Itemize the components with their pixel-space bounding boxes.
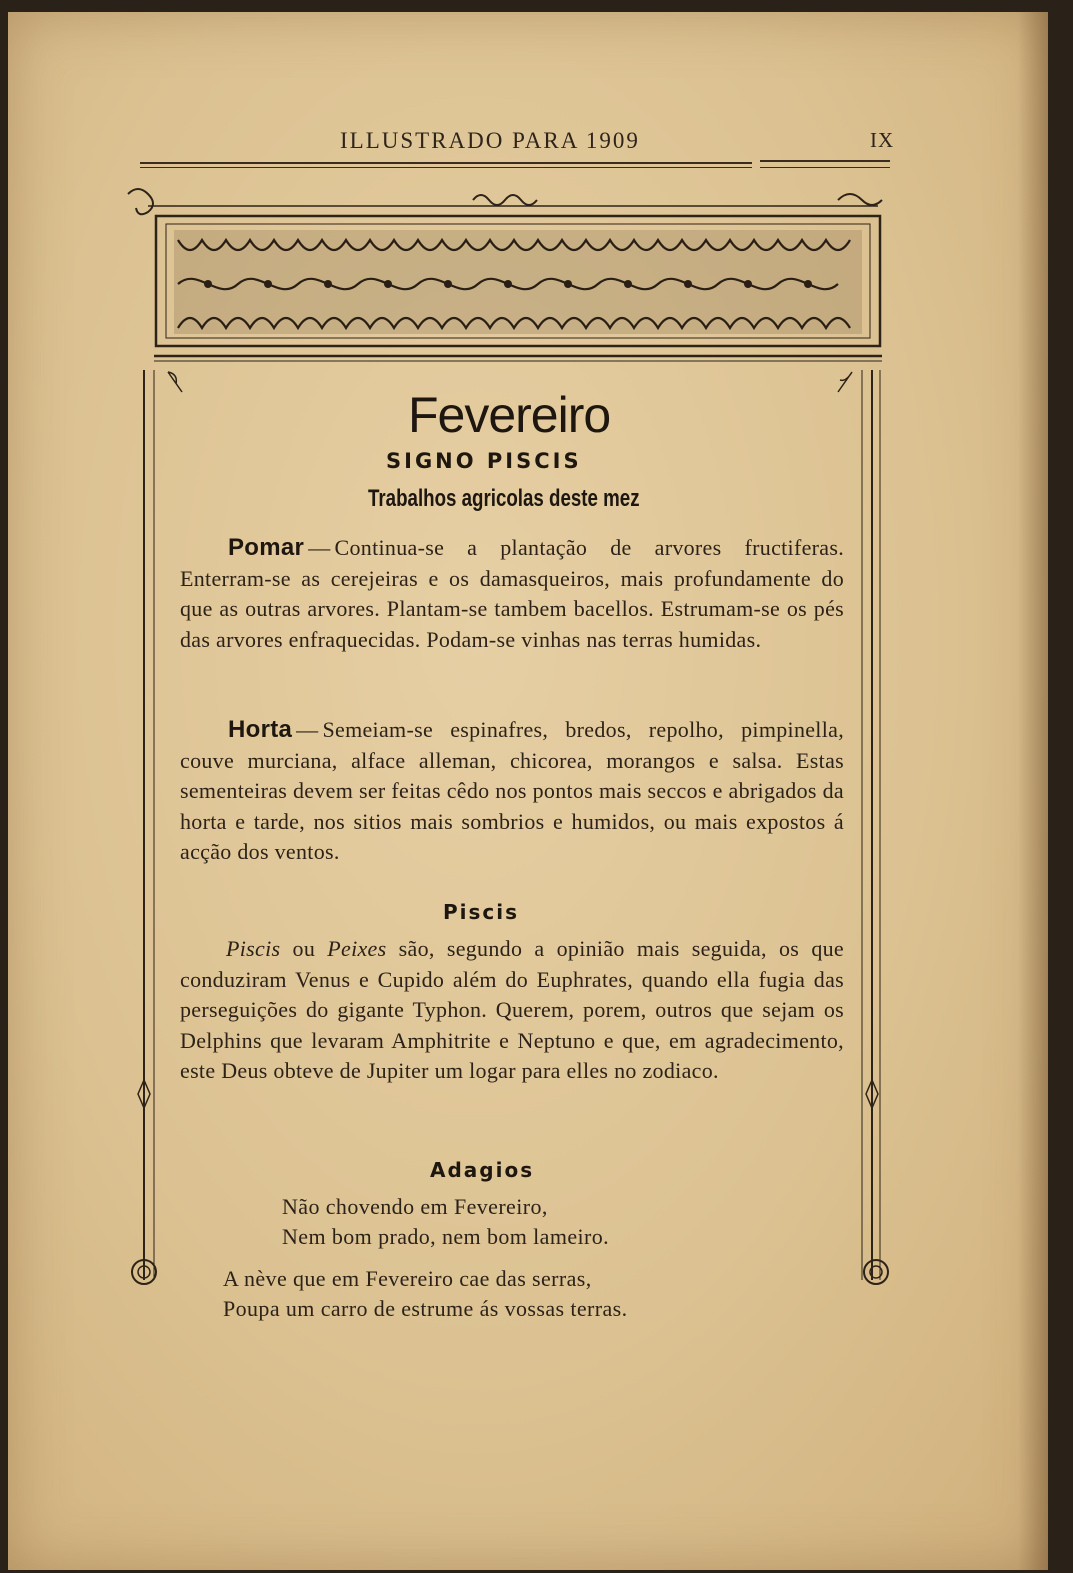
header-rule xyxy=(140,162,752,164)
section-subtitle: Trabalhos agricolas deste mez xyxy=(368,485,640,512)
adagio-line-2: Nem bom prado, nem bom lameiro. xyxy=(282,1224,610,1249)
header-rule-right-thin xyxy=(760,167,890,168)
horta-dash: — xyxy=(296,717,319,742)
month-title: Fevereiro xyxy=(408,387,611,443)
piscis-text: são, segundo a opinião mais seguida, os que conduziram Venus e Cupido além do Euphrates, quando ella fugia das perseguições do gigante Typhon. Querem, porem, outros que sejam os Delphins que levaram Amphitrite e Neptuno e que, em agradecimento, este Deus obteve de Jupiter um logar para elles no zodiaco. xyxy=(180,936,844,1083)
piscis-term: Piscis xyxy=(226,936,281,961)
pomar-paragraph xyxy=(180,533,844,655)
page-edge-shadow xyxy=(1018,12,1048,1570)
pomar-label: Pomar xyxy=(228,534,305,561)
horta-label: Horta xyxy=(228,716,293,743)
adagios-heading: Adagios xyxy=(430,1158,535,1182)
horta-paragraph xyxy=(180,715,844,868)
piscis-paragraph xyxy=(180,934,844,1087)
peixes-term: Peixes xyxy=(327,936,387,961)
header-rule-right xyxy=(760,160,890,162)
adagio-line-4: Poupa um carro de estrume ás vossas terras. xyxy=(223,1296,628,1321)
adagio-line-3: A nève que em Fevereiro cae das serras, xyxy=(223,1266,592,1291)
pomar-dash: — xyxy=(308,535,331,560)
sign-heading: SIGNO PISCIS xyxy=(386,449,582,473)
running-title: ILLUSTRADO PARA 1909 xyxy=(340,128,640,153)
header-rule-thin xyxy=(140,167,752,168)
pomar-text: Continua-se a plantação de arvores fructiferas. Enterram-se as cerejeiras e os damasqueiros, mais profundamente do que as outras arvores. Plantam-se tambem bacellos. Estrumam-se os pés das arvores enfraquecidas. Podam-se vinhas nas terras humidas. xyxy=(180,535,844,652)
piscis-conj: ou xyxy=(292,936,316,961)
page-number: IX xyxy=(870,128,895,152)
piscis-heading: Piscis xyxy=(443,900,520,924)
horta-text: Semeiam-se espinafres, bredos, repolho, pimpinella, couve murciana, alface alleman, chicorea, morangos e salsa. Estas sementeiras devem ser feitas cêdo nos pontos mais seccos e abrigados da horta e tarde, nos sitios mais sombrios e humidos, ou mais expostos á acção dos ventos. xyxy=(180,717,844,864)
adagio-line-1: Não chovendo em Fevereiro, xyxy=(282,1194,548,1219)
